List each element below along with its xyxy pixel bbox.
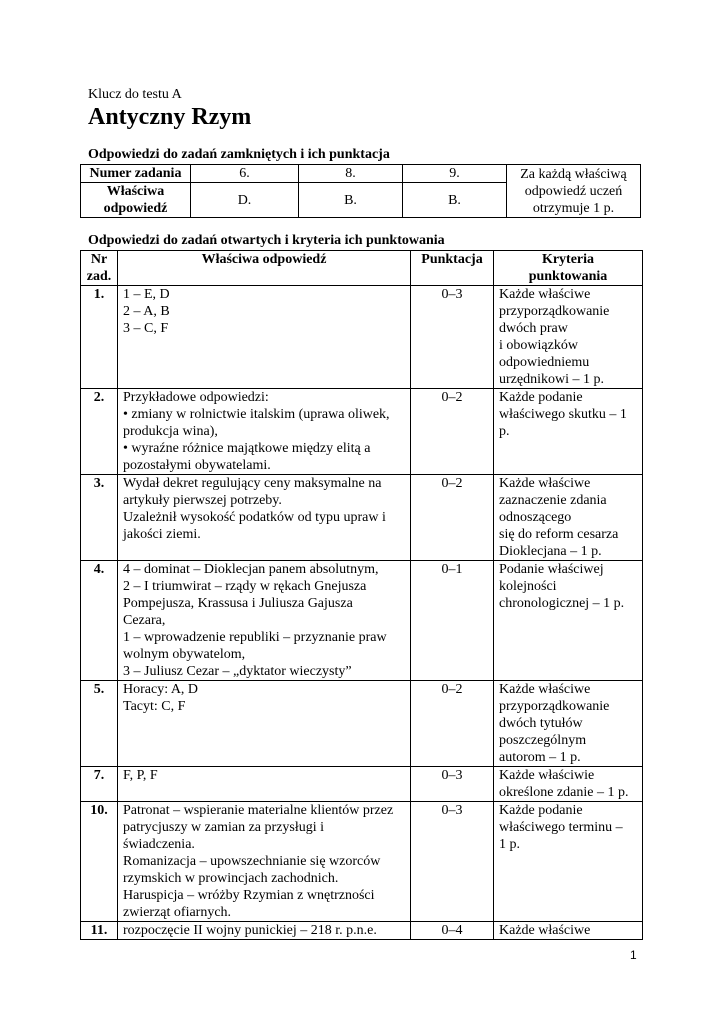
table-row (81, 681, 643, 767)
task-number: 7. (81, 767, 118, 802)
criteria-cell-line: Każde podanie (499, 390, 583, 405)
header-line: Kryteria (541, 252, 595, 267)
criteria-cell-line: odnoszącego (499, 510, 572, 525)
header-points: Punktacja (411, 251, 494, 286)
criteria-cell-line: Każde właściwe (499, 682, 591, 697)
answer-cell-line: pozostałymi obywatelami. (123, 458, 271, 473)
table-row (81, 767, 643, 802)
answer-cell-line: Pompejusza, Krassusa i Juliusza Gajusza (123, 596, 353, 611)
criteria-cell-line: odpowiedniemu (499, 355, 590, 370)
header-answer: Właściwa odpowiedź (118, 251, 411, 286)
task-number: 2. (81, 389, 118, 475)
answer-cell-line: Patronat – wspieranie materialne klientów przez (123, 803, 394, 818)
criteria-cell-line: dwóch tytułów (499, 716, 583, 731)
criteria-cell-line: Każde właściwie (499, 768, 595, 783)
answer-cell-line: Tacyt: C, F (123, 699, 186, 714)
header-nr (81, 251, 118, 286)
answer-cell-line: 2 – I triumwirat – rządy w rękach Gnejusza (123, 579, 367, 594)
answer-cell-line: świadczenia. (123, 837, 195, 852)
criteria-cell-line: Każde właściwe (499, 287, 591, 302)
answer-cell: B. (403, 183, 507, 218)
answer-cell-line: Wydał dekret regulujący ceny maksymalne na (123, 476, 382, 491)
task-number: 10. (81, 802, 118, 922)
scoring-line: Za każdą właściwą (520, 166, 627, 182)
open-section-heading: Odpowiedzi do zadań otwartych i kryteria ich punktowania (88, 233, 445, 248)
closed-answers-table (80, 164, 641, 218)
criteria-cell-line: Podanie właściwej (499, 562, 604, 577)
scoring-line: otrzymuje 1 p. (532, 200, 615, 216)
scoring-line: odpowiedź uczeń (524, 183, 623, 199)
answer-cell-line: • zmiany w rolnictwie italskim (uprawa oliwek, (123, 407, 390, 422)
table-row (81, 561, 643, 681)
points-cell: 0–3 (411, 802, 494, 922)
answer-cell (118, 681, 411, 767)
answer-cell-line: Cezara, (123, 613, 166, 628)
criteria-cell-line: poszczególnym (499, 733, 587, 748)
table-row (81, 922, 643, 940)
answer-cell-line: rozpoczęcie II wojny punickiej – 218 r. p.n.e. (123, 923, 377, 938)
header-line: zad. (86, 269, 112, 284)
criteria-cell-line: przyporządkowanie (499, 304, 610, 319)
criteria-cell (494, 922, 643, 940)
criteria-cell (494, 286, 643, 389)
answer-cell-line: 4 – dominat – Dioklecjan panem absolutnym, (123, 562, 379, 577)
task-number: 1. (81, 286, 118, 389)
criteria-cell-line: przyporządkowanie (499, 699, 610, 714)
task-number-label: Numer zadania (81, 165, 191, 183)
task-number-cell: 8. (299, 165, 403, 183)
criteria-cell-line: i obowiązków (499, 338, 578, 353)
points-cell: 0–2 (411, 681, 494, 767)
criteria-cell (494, 802, 643, 922)
answer-cell-line: • wyraźne różnice majątkowe między elitą a (123, 441, 371, 456)
criteria-cell (494, 767, 643, 802)
header-row (81, 251, 643, 286)
table-row (81, 389, 643, 475)
header-line: punktowania (528, 269, 608, 284)
open-answers-table (80, 250, 643, 940)
answer-cell-line: 2 – A, B (123, 304, 170, 319)
answer-cell-line: 1 – E, D (123, 287, 170, 302)
answer-cell-line: 3 – C, F (123, 321, 169, 336)
answer-cell-line: zwierząt ofiarnych. (123, 905, 232, 920)
criteria-cell-line: Każde właściwe (499, 476, 591, 491)
criteria-cell (494, 475, 643, 561)
correct-answer-label (81, 183, 191, 218)
closed-section-heading: Odpowiedzi do zadań zamkniętych i ich punktacja (88, 147, 390, 162)
task-number: 4. (81, 561, 118, 681)
criteria-cell (494, 561, 643, 681)
task-number: 11. (81, 922, 118, 940)
task-number-cell: 6. (191, 165, 299, 183)
criteria-cell-line: Każde podanie (499, 803, 583, 818)
scoring-cell (507, 165, 641, 218)
answer-cell-line: Romanizacja – upowszechnianie się wzorców (123, 854, 381, 869)
criteria-cell-line: p. (499, 424, 510, 439)
document-title: Antyczny Rzym (88, 104, 252, 130)
criteria-cell-line: chronologicznej – 1 p. (499, 596, 625, 611)
answer-cell (118, 389, 411, 475)
answer-cell (118, 475, 411, 561)
answer-cell-line: Haruspicja – wróżby Rzymian z wnętrzności (123, 888, 375, 903)
points-cell: 0–2 (411, 475, 494, 561)
points-cell: 0–2 (411, 389, 494, 475)
answer-cell-line: Uzależnił wysokość podatków od typu upraw i (123, 510, 386, 525)
answer-cell (118, 286, 411, 389)
table-row (81, 286, 643, 389)
answer-cell (118, 561, 411, 681)
table-row (81, 802, 643, 922)
answer-cell-line: 3 – Juliusz Cezar – „dyktator wieczysty” (123, 664, 352, 679)
answer-cell-line: jakości ziemi. (123, 527, 201, 542)
criteria-cell-line: Każde właściwe (499, 923, 591, 938)
label-line: odpowiedź (103, 201, 168, 216)
table-row (81, 475, 643, 561)
header-line: Nr (90, 252, 108, 267)
points-cell: 0–1 (411, 561, 494, 681)
criteria-cell-line: właściwego skutku – 1 (499, 407, 627, 422)
task-number-row (81, 165, 641, 183)
criteria-cell-line: urzędnikowi – 1 p. (499, 372, 604, 387)
points-cell: 0–4 (411, 922, 494, 940)
page-number: 1 (630, 948, 637, 962)
criteria-cell-line: się do reform cesarza (499, 527, 619, 542)
answer-cell-line: 1 – wprowadzenie republiki – przyznanie praw (123, 630, 387, 645)
criteria-cell-line: 1 p. (499, 837, 520, 852)
answer-cell (118, 767, 411, 802)
criteria-cell-line: właściwego terminu – (499, 820, 623, 835)
answer-cell: D. (191, 183, 299, 218)
document-subtitle: Klucz do testu A (88, 87, 182, 102)
criteria-cell-line: zaznaczenie zdania (499, 493, 607, 508)
criteria-cell (494, 681, 643, 767)
criteria-cell-line: określone zdanie – 1 p. (499, 785, 629, 800)
label-line: Właściwa (106, 184, 165, 199)
task-number: 5. (81, 681, 118, 767)
header-criteria (494, 251, 643, 286)
answer-cell (118, 802, 411, 922)
criteria-cell-line: dwóch praw (499, 321, 568, 336)
task-number: 3. (81, 475, 118, 561)
answer-cell: B. (299, 183, 403, 218)
task-number-cell: 9. (403, 165, 507, 183)
criteria-cell-line: Dioklecjana – 1 p. (499, 544, 602, 559)
answer-cell-line: F, P, F (123, 768, 158, 783)
points-cell: 0–3 (411, 767, 494, 802)
criteria-cell-line: autorom – 1 p. (499, 750, 581, 765)
criteria-cell-line: kolejności (499, 579, 557, 594)
answer-cell-line: Przykładowe odpowiedzi: (123, 390, 269, 405)
answer-cell-line: produkcja wina), (123, 424, 218, 439)
points-cell: 0–3 (411, 286, 494, 389)
answer-cell-line: patrycjuszy w zamian za przysługi i (123, 820, 324, 835)
answer-cell-line: rzymskich w prowincjach zachodnich. (123, 871, 339, 886)
answer-cell (118, 922, 411, 940)
answer-cell-line: wolnym obywatelom, (123, 647, 246, 662)
answer-cell-line: Horacy: A, D (123, 682, 199, 697)
answer-cell-line: artykuły pierwszej potrzeby. (123, 493, 282, 508)
criteria-cell (494, 389, 643, 475)
